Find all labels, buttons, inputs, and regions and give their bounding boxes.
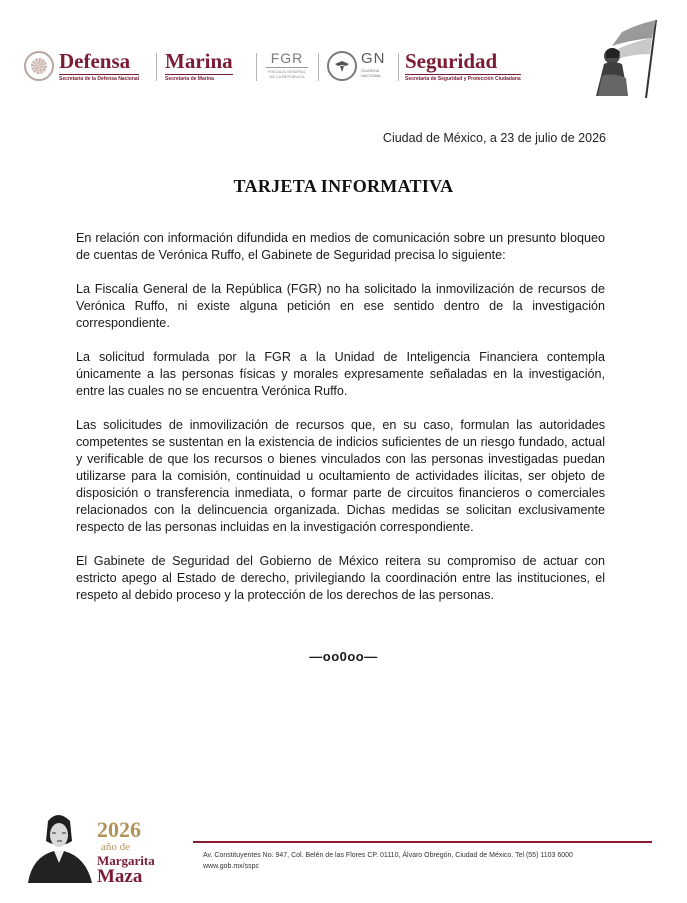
marina-subtitle: Secretaría de Marina <box>165 74 233 82</box>
logo-divider <box>398 53 399 81</box>
seguridad-subtitle: Secretaría de Seguridad y Protección Ciudadana <box>405 76 521 82</box>
fgr-logo <box>266 51 308 85</box>
seguridad-logo <box>405 51 521 85</box>
year-text: año de <box>101 841 131 853</box>
marina-name: Marina <box>165 49 233 73</box>
fgr-subtitle: FISCALÍA GENERAL DE LA REPÚBLICA <box>268 69 306 79</box>
footer-address: Av. Constituyentes No. 947, Col. Belén de las Flores CP. 01110, Álvaro Obregón, Ciudad de México. Tel (55) 1103 6000 www.gob.mx/sspc <box>203 852 573 870</box>
gn-subtitle: GUARDIA NACIONAL <box>361 68 382 78</box>
marina-logo <box>165 51 233 85</box>
paragraph: El Gabinete de Seguridad del Gobierno de México reitera su compromiso de actuar con estricto apego al Estado de derecho, privilegiando la coordinación entre las instituciones, el respeto al debido proceso y la protección de los derechos de las personas. <box>76 554 605 602</box>
closing-mark: —oo0oo— <box>309 649 378 664</box>
paragraph: En relación con información difundida en medios de comunicación sobre un presunto bloqueo de cuentas de Verónica Ruffo, el Gabinete de Seguridad precisa lo siguiente: <box>76 231 605 262</box>
document-body <box>76 230 605 621</box>
gn-logo <box>361 51 391 85</box>
document-title: TARJETA INFORMATIVA <box>233 176 454 196</box>
logo-divider <box>318 53 319 81</box>
date-line: Ciudad de México, a 23 de julio de 2026 <box>382 131 606 145</box>
gn-name: GN <box>361 50 386 67</box>
paragraph: Las solicitudes de inmovilización de recursos que, en su caso, formulan las autoridades competentes se sustentan en la existencia de indicios suficientes de un riesgo fundado, actual y verificable de que los recursos o bienes vinculados con las personas investigadas puedan utilizarse para la comisión, continuidad u ocultamiento de actividades ilícitas, ser objeto de disposición o transferencia inmediata, o formar parte de circuitos financieros o comerciales relacionados con la delincuencia organizada. Dichas medidas se solicitan exclusivamente respecto de las personas incluidas en la investigación correspondiente. <box>76 418 605 534</box>
year-number: 2026 <box>97 817 141 842</box>
defensa-logo <box>59 51 139 85</box>
paragraph: La Fiscalía General de la República (FGR) no ha solicitado la inmovilización de recursos de Verónica Ruffo, ni existe alguna petición en ese sentido dentro de la investigación correspondiente. <box>76 282 605 330</box>
margarita-maza-portrait <box>18 811 96 883</box>
patria-flag-illustration <box>582 16 664 100</box>
gn-eagle-icon <box>327 51 357 81</box>
logo-divider <box>256 53 257 81</box>
logo-divider <box>156 53 157 81</box>
footer-divider <box>193 841 652 843</box>
name-first: Margarita <box>97 853 155 868</box>
defensa-name: Defensa <box>59 49 131 73</box>
defensa-subtitle: Secretaría de la Defensa Nacional <box>59 76 140 82</box>
year-badge <box>97 819 159 886</box>
defensa-seal-icon <box>24 51 54 81</box>
paragraph: La solicitud formulada por la FGR a la Unidad de Inteligencia Financiera contempla únicamente a las personas físicas y morales expresamente señaladas en la investigación, entre las cuales no se encuentra Verónica Ruffo. <box>76 350 605 398</box>
name-last: Maza <box>97 866 143 887</box>
fgr-name: FGR <box>266 51 308 68</box>
seguridad-name: Seguridad <box>405 49 498 73</box>
